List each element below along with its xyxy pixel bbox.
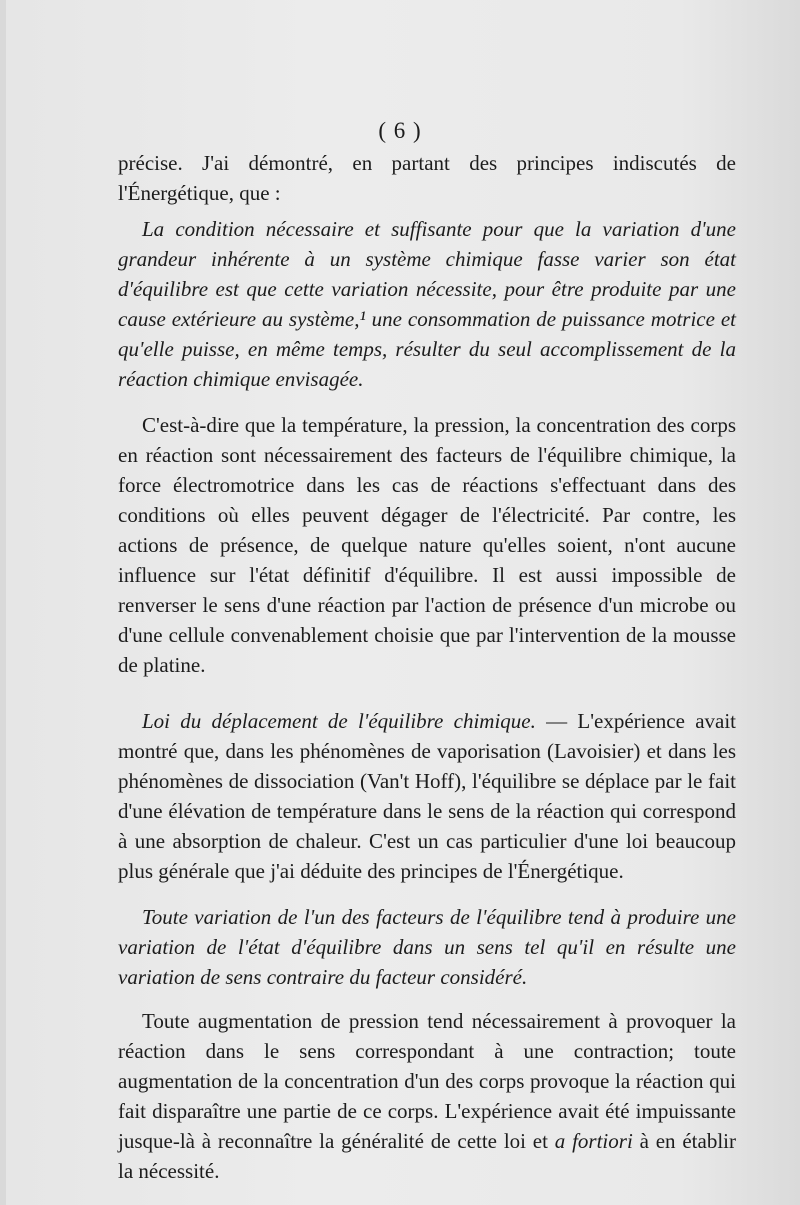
section-heading: Loi du déplacement de l'équilibre chimique. (142, 709, 536, 733)
pressure-text-start: Toute augmentation de pression tend nécessairement à provoquer la réaction dans le sens correspondant à une contraction; toute augmentation de la concentration d'un des corps provoque la réaction qui fait disparaître une partie de ce corps. L'expérience avait été impuissante jusque-là à reconnaître la généralité de cette loi et (118, 1009, 736, 1153)
paragraph-factors: C'est-à-dire que la température, la pression, la concentration des corps en réaction sont nécessairement des facteurs de l'équilibre chimique, la force électromotrice dans les cas de réactions s'effectuant dans des conditions où elles peuvent dégager de l'électricité. Par contre, les actions de présence, de quelque nature qu'elles soient, n'ont aucune influence sur l'état définitif d'équilibre. Il est aussi impossible de renverser le sens d'une réaction par l'action de présence d'un microbe ou d'une cellule convenablement choisie que par l'intervention de la mousse de platine. (118, 413, 736, 677)
section-text: — L'expérience avait montré que, dans les phénomènes de vaporisation (Lavoisier) et dans les phénomènes de dissociation (Van't Hoff), l'équilibre se déplace par le fait d'une élévation de température dans le sens de la réaction qui correspond à une absorption de chaleur. C'est un cas particulier d'une loi beaucoup plus générale que j'ai déduite des principes de l'Énergétique. (118, 709, 736, 883)
a-fortiori-emphasis: a fortiori (554, 1129, 633, 1153)
paragraph-condition-statement: La condition nécessaire et suffisante pour que la variation d'une grandeur inhérente à un système chimique fasse varier son état d'équilibre est que cette variation nécessite, pour être produite par une cause extérieure au système,¹ une consommation de puissance motrice et qu'elle puisse, en même temps, résulter du seul accomplissement de la réaction chimique envisagée. (118, 217, 736, 391)
paragraph-pressure (118, 1006, 736, 1186)
page-number: ( 6 ) (378, 118, 422, 143)
paragraph-displacement-law (118, 706, 736, 886)
page-body (118, 148, 736, 1186)
paragraph-intro: précise. J'ai démontré, en partant des principes indiscutés de l'Énergétique, que : (118, 151, 736, 205)
paragraph-law-statement: Toute variation de l'un des facteurs de l'équilibre tend à produire une variation de l'état d'équilibre dans un sens tel qu'il en résulte une variation de sens contraire du facteur considéré. (118, 905, 736, 989)
pressure-text-end: à en établir la nécessité. (118, 1129, 737, 1183)
